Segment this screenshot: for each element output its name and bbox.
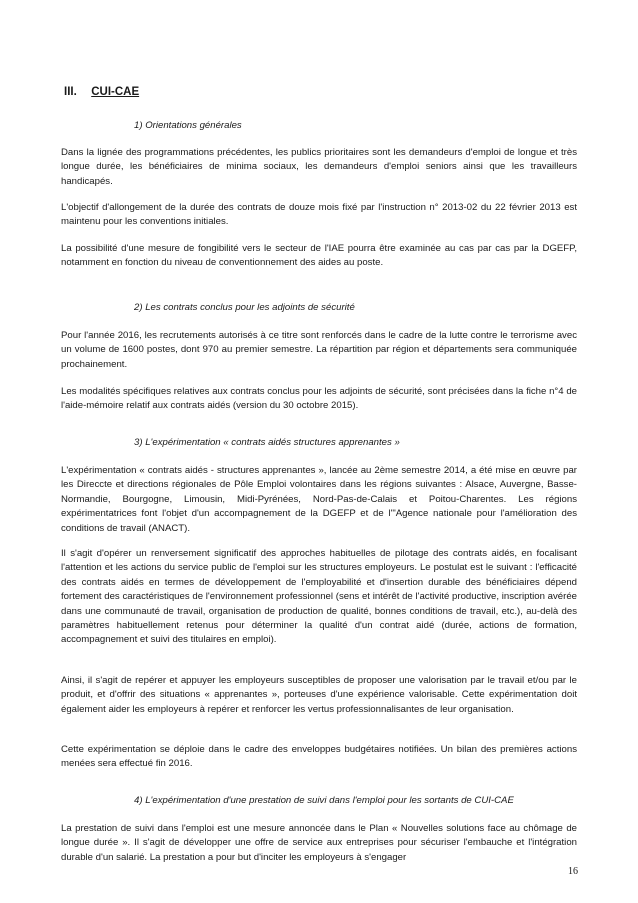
page-number: 16 <box>568 866 578 877</box>
paragraph-employeurs: Ainsi, il s'agit de repérer et appuyer les employeurs susceptibles de proposer une valorisation par le travail et/ou par le produit, et d'offrir des situations « apprenantes », porteuses d'une expérience valorisable. Cette expérimentation doit également aider les employeurs à repérer et renforcer les vertus professionnalisantes de leur organisation. <box>61 675 577 715</box>
section-title: CUI-CAE <box>91 86 140 98</box>
paragraph-publics-prioritaires: Dans la lignée des programmations précédentes, les publics prioritaires sont les demandeurs d'emploi de longue et très longue durée, les bénéficiaires de minima sociaux, les demandeurs d'emploi seniors ainsi que les travailleurs handicapés. <box>61 147 577 187</box>
subsection-3-title: 3) L'expérimentation « contrats aidés structures apprenantes » <box>134 437 400 448</box>
paragraph-renversement: Il s'agit d'opérer un renversement significatif des approches habituelles de pilotage des contrats aidés, en focalisant l'attention et les actions du service public de l'emploi sur les structures employeurs. Le postulat est le suivant : l'efficacité des contrats aidés en termes de développement de l'employabilité et d'insertion durable des bénéficiaires dépend fortement des caractéristiques de l'environnement professionnel (sens et intérêt de l'activité productive, inscription avérée dans une communauté de travail, organisation de production de qualité, bonnes conditions de travail, etc.), au-delà des paramètres habituellement retenus pour déterminer la qualité d'un contrat aidé (durée, actions de formation, accompagnement et suivi des titulaires en emploi). <box>61 548 577 646</box>
paragraph-enveloppes: Cette expérimentation se déploie dans le cadre des enveloppes budgétaires notifiées. Un bilan des premières actions menées sera effectué fin 2016. <box>61 744 577 770</box>
section-heading <box>64 86 139 98</box>
paragraph-recrutements: Pour l'année 2016, les recrutements autorisés à ce titre sont renforcés dans le cadre de la lutte contre le terrorisme avec un volume de 1600 postes, dont 970 au premier semestre. La répartition par région et départements sera communiquée prochainement. <box>61 330 577 370</box>
subsection-2-title: 2) Les contrats conclus pour les adjoints de sécurité <box>134 302 355 313</box>
paragraph-modalites: Les modalités spécifiques relatives aux contrats conclus pour les adjoints de sécurité, sont précisées dans la fiche n°4 de l'aide-mémoire relatif aux contrats aidés (version du 30 octobre 2015). <box>61 386 577 412</box>
subsection-4-title: 4) L'expérimentation d'une prestation de suivi dans l'emploi pour les sortants de CUI-CAE <box>134 795 514 806</box>
paragraph-allongement: L'objectif d'allongement de la durée des contrats de douze mois fixé par l'instruction n° 2013-02 du 22 février 2013 est maintenu pour les conventions initiales. <box>61 202 577 228</box>
paragraph-fongibilite: La possibilité d'une mesure de fongibilité vers le secteur de l'IAE pourra être examinée au cas par cas par la DGEFP, notamment en fonction du niveau de conventionnement des aides au poste. <box>61 243 577 269</box>
section-number: III. <box>64 86 77 98</box>
paragraph-experimentation: L'expérimentation « contrats aidés - structures apprenantes », lancée au 2ème semestre 2014, a été mise en œuvre par les Direccte et directions régionales de Pôle Emploi volontaires dans les régions suivantes : Alsace, Auvergne, Basse-Normandie, Bourgogne, Limousin, Midi-Pyrénées, Nord-Pas-de-Calais et Poitou-Charentes. Les régions expérimentatrices font l'objet d'un accompagnement de la DGEFP et de l'"Agence nationale pour l'amélioration des conditions de travail (ANACT). <box>61 465 577 534</box>
paragraph-prestation-suivi: La prestation de suivi dans l'emploi est une mesure annoncée dans le Plan « Nouvelles solutions face au chômage de longue durée ». Il s'agit de développer une offre de service aux entreprises pour sécuriser l'embauche et l'intégration durable d'un salarié. La prestation a pour but d'inciter les employeurs à s'engager <box>61 823 577 863</box>
subsection-1-title: 1) Orientations générales <box>134 120 242 131</box>
